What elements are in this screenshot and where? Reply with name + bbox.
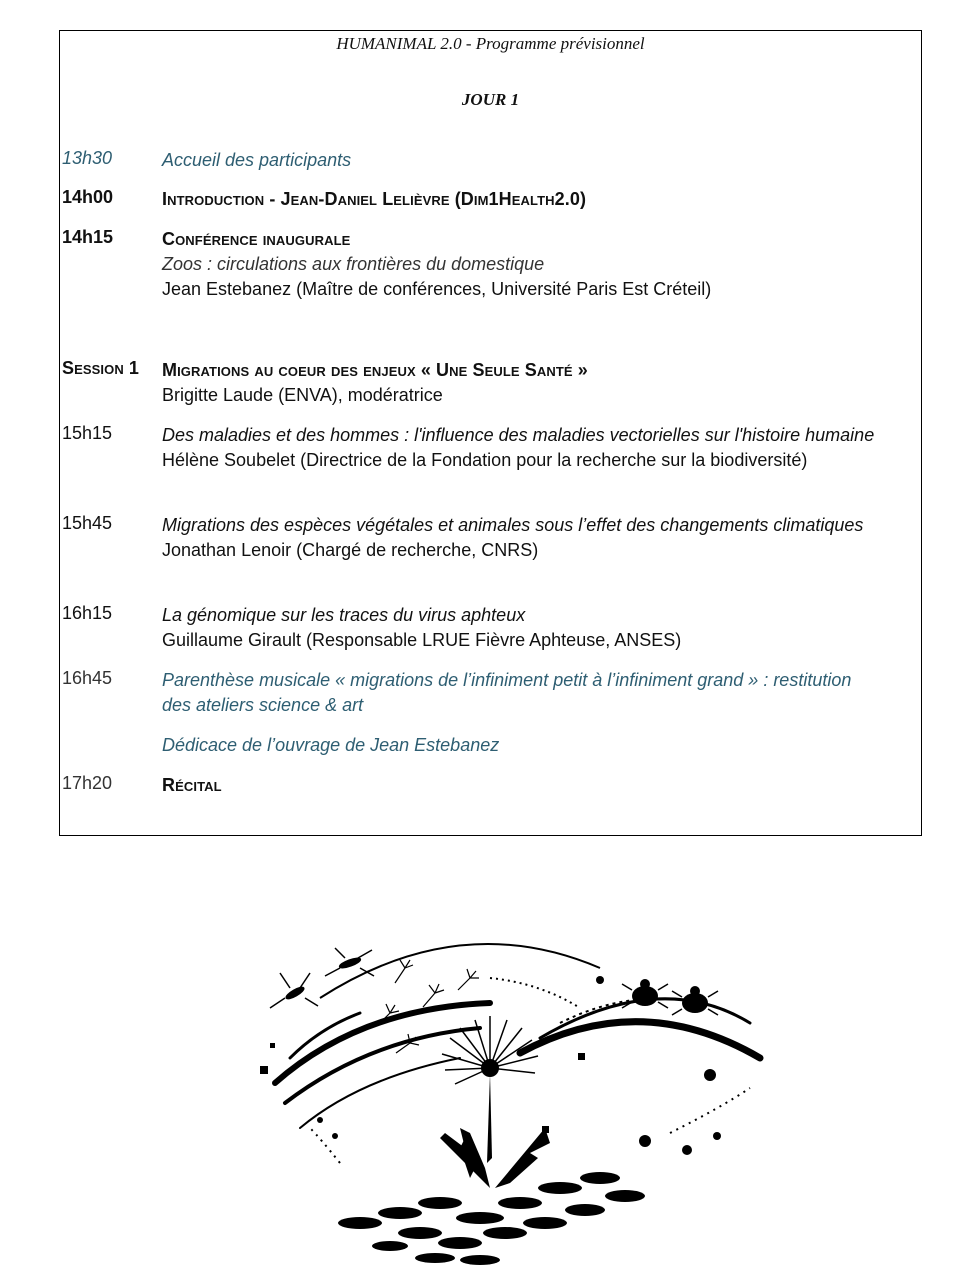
program-body (162, 603, 881, 653)
program-title: Récital (162, 775, 222, 795)
program-title: Accueil des participants (162, 150, 352, 170)
program-title: Migrations des espèces végétales et animales sous l’effet des changements climatiques (162, 515, 864, 535)
program-time: 16h45 (62, 668, 113, 688)
program-time: 14h15 (62, 227, 114, 247)
session-moderator: Brigitte Laude (ENVA), modératrice (162, 385, 443, 405)
session-body (162, 358, 881, 408)
program-title: La génomique sur les traces du virus aphteux (162, 605, 526, 625)
program-title: Parenthèse musicale « migrations de l’infiniment petit à l’infiniment grand » : restitution des ateliers science & art (162, 670, 852, 715)
dandelion-migration-illustration-icon (160, 888, 820, 1286)
program-subtitle: Zoos : circulations aux frontières du domestique (162, 254, 545, 274)
program-body (162, 668, 881, 758)
program-time: 15h15 (62, 423, 113, 443)
document-title: HUMANIMAL 2.0 - Programme prévisionnel (336, 34, 645, 53)
session-title: Migrations au coeur des enjeux « Une Seule Santé » (162, 360, 588, 380)
day-title: JOUR 1 (461, 90, 520, 109)
program-time: 15h45 (62, 513, 113, 533)
program-time: 14h00 (62, 187, 114, 207)
program-body (162, 513, 881, 563)
program-time: 13h30 (62, 148, 113, 168)
program-title: Conférence inaugurale (162, 229, 351, 249)
session-label: Session 1 (62, 358, 140, 378)
program-speaker: Guillaume Girault (Responsable LRUE Fièvre Aphteuse, ANSES) (162, 630, 682, 650)
program-speaker: Jean Estebanez (162, 279, 292, 299)
program-body (162, 227, 881, 302)
program-extra: Dédicace de l’ouvrage de Jean Estebanez (162, 735, 500, 755)
program-body (162, 423, 881, 473)
program-speaker: Hélène Soubelet (Directrice de la Fondation pour la recherche sur la biodiversité) (162, 450, 808, 470)
program-speaker-line (162, 277, 881, 302)
program-frame (59, 30, 922, 836)
program-speaker: Jonathan Lenoir (Chargé de recherche, CNRS) (162, 540, 539, 560)
program-title: Des maladies et des hommes : l'influence des maladies vectorielles sur l'histoire humaine (162, 425, 875, 445)
program-title: Introduction - Jean-Daniel Lelièvre (Dim1Health2.0) (162, 189, 587, 209)
program-time: 16h15 (62, 603, 113, 623)
program-affiliation: (Maître de conférences, Université Paris Est Créteil) (291, 279, 712, 299)
program-time: 17h20 (62, 773, 113, 793)
